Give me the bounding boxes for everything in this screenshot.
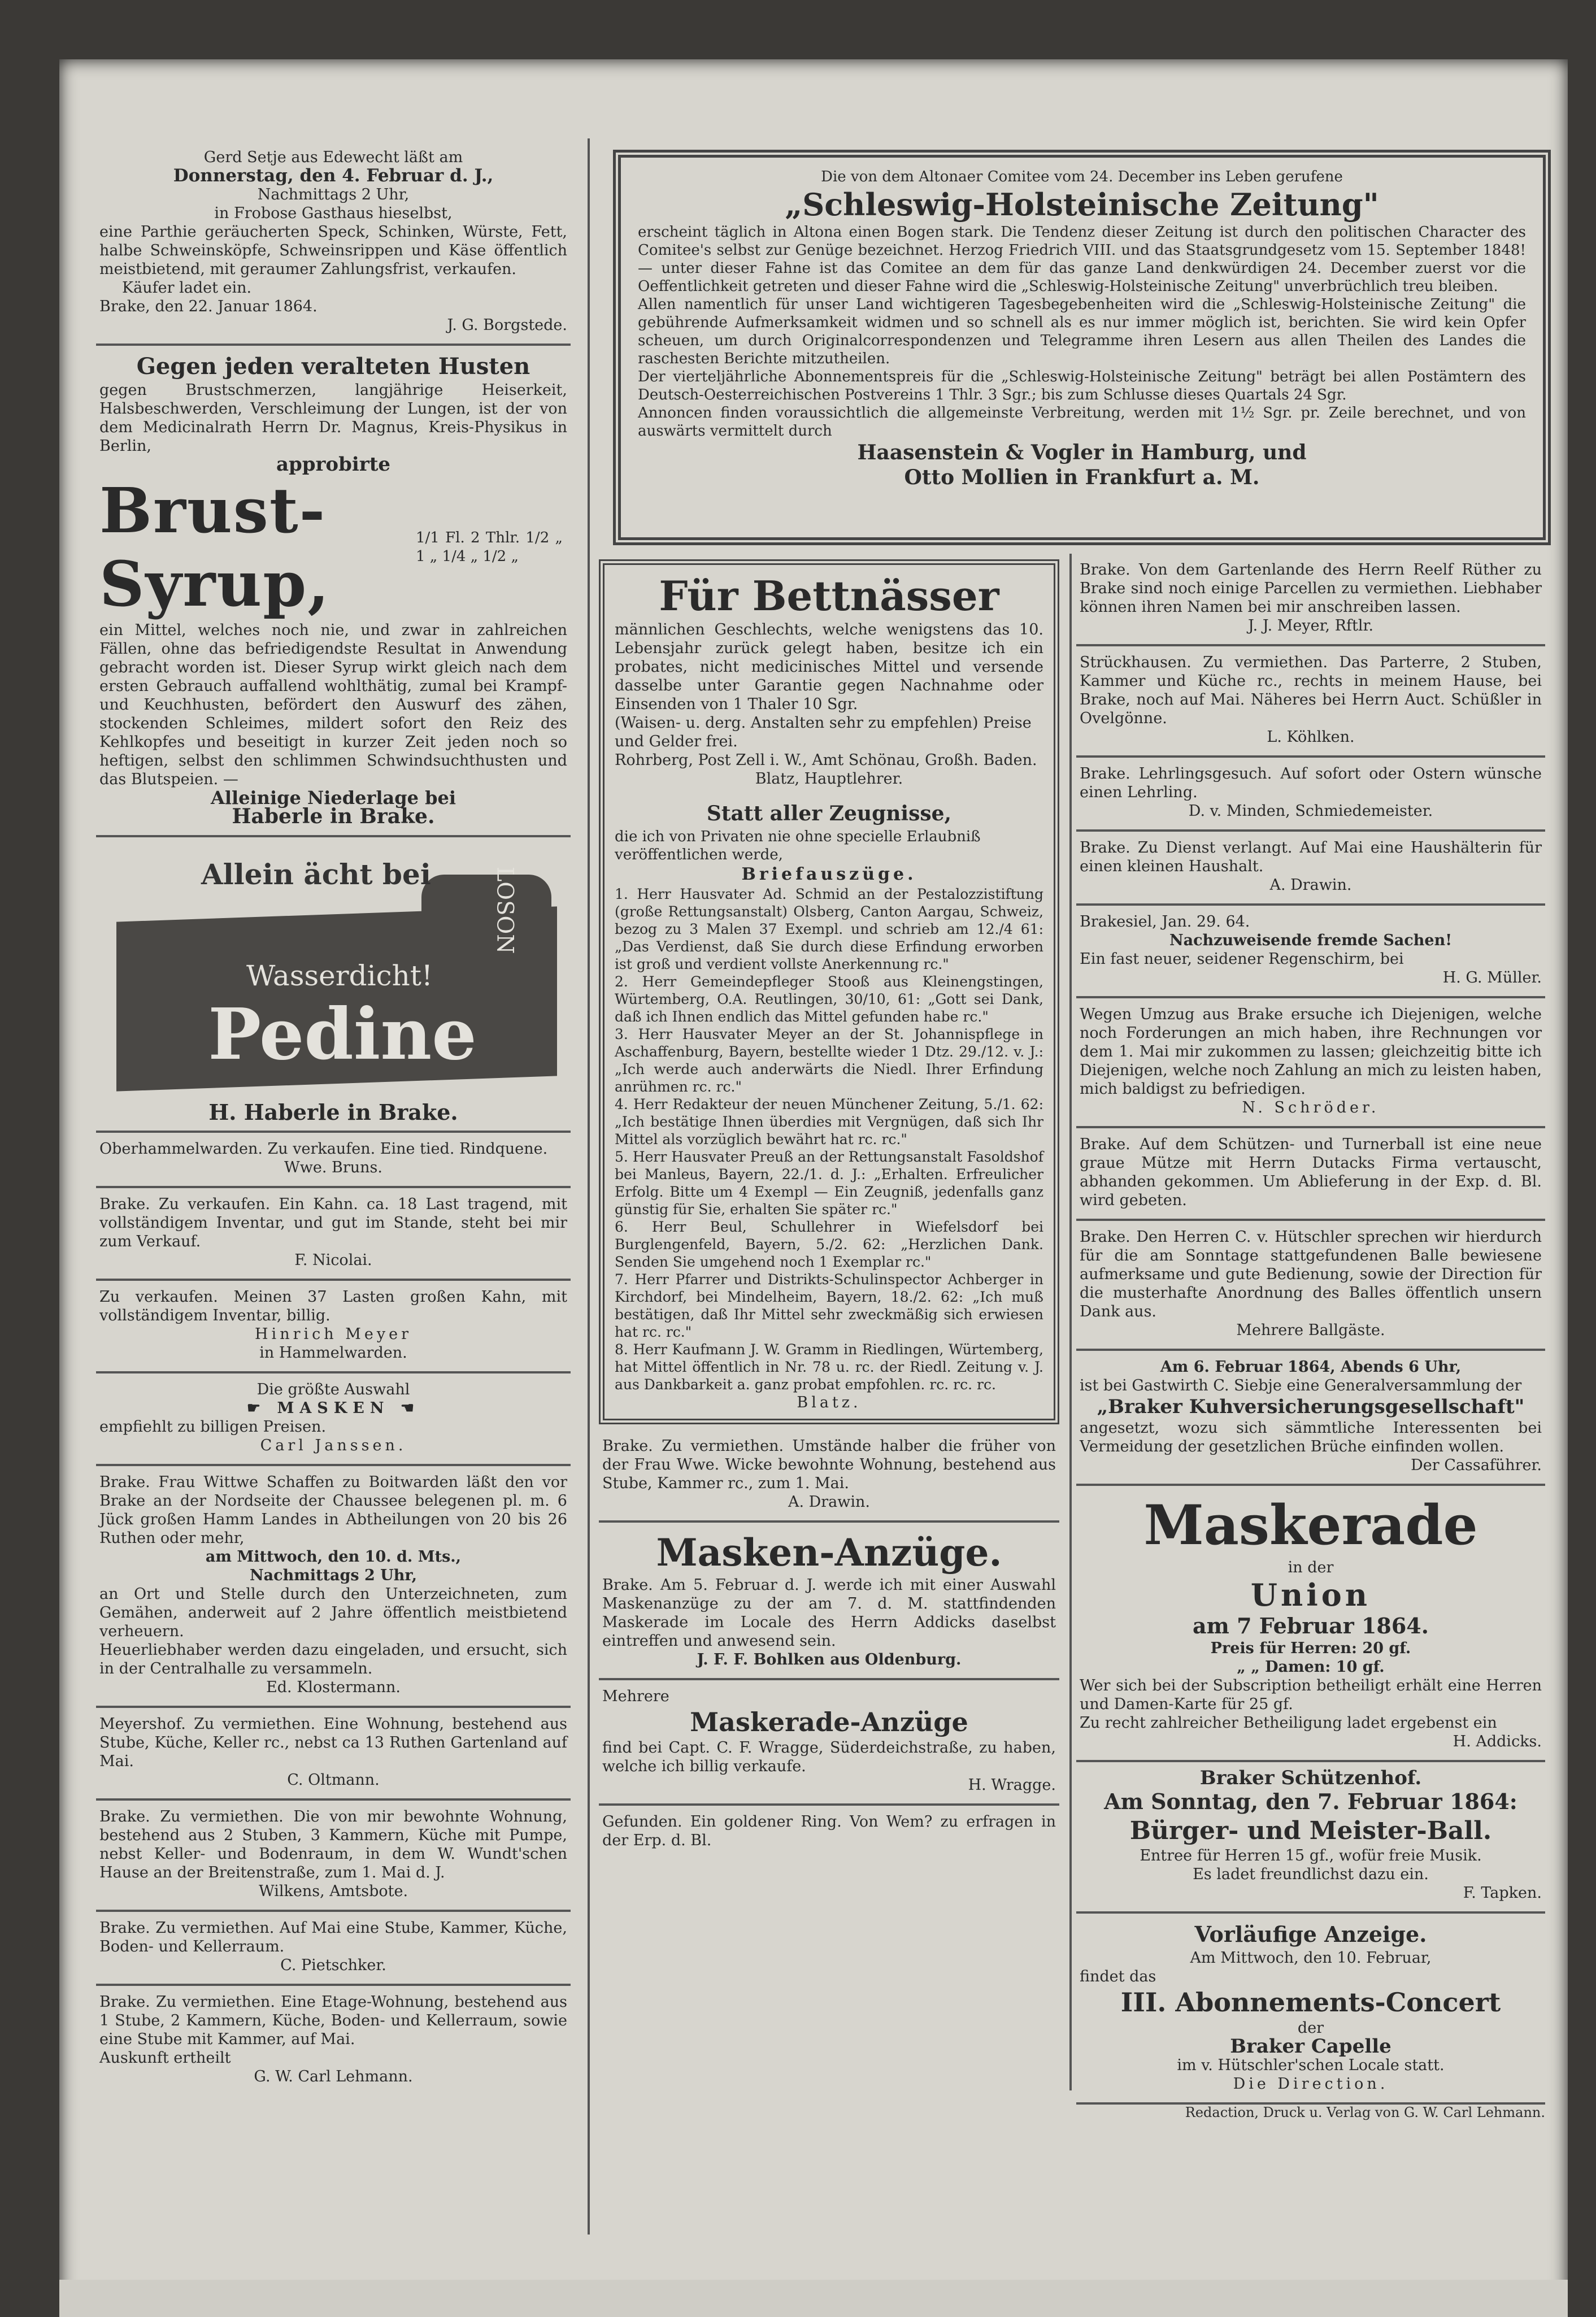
column-right [1076, 554, 1545, 2277]
masken-headline [99, 1399, 567, 1418]
ad-line: Entree für Herren 15 gf., wofür freie Musik. [1140, 1847, 1482, 1864]
boot-illustration [105, 852, 562, 1095]
banner-agent: Haasenstein & Vogler in Hamburg, und [857, 441, 1307, 464]
ad-signature: Blatz, Hauptlehrer. [755, 770, 903, 788]
syrup-row [99, 474, 567, 621]
ad-text: Brake. Am 5. Februar d. J. werde ich mit einer Auswahl Maskenanzüge zu der am 7. d. M. stattfindenden Maskerade im Locale des Herrn Addicks daselbst eintreffen und anwesend sein. [602, 1576, 1056, 1650]
column-rule [588, 138, 590, 2235]
ad-lehmann [96, 1986, 571, 2095]
banner-agent: Otto Mollien in Frankfurt a. M. [904, 466, 1260, 489]
ad-text: Wer sich bei der Subscription betheiligt erhält eine Herren und Damen-Karte für 25 gf. [1080, 1677, 1542, 1713]
ad-text: Brake. Den Herren C. v. Hütschler sprechen wir hierdurch für die am Sonntage stattgefundenen Balle bewiesene aufmerksame und gute Bedienung, sowie der Direction für die musterhafte Anordnung des Balles öffentlich unsern Dank aus. [1080, 1228, 1542, 1320]
pedine-side: LOSON [492, 866, 518, 954]
ad-maskerade-union [1076, 1486, 1545, 1762]
ad-line: Auskunft ertheilt [99, 2049, 231, 2067]
pedine-sub: Wasserdicht! [246, 959, 433, 992]
ad-line: Am Sonntag, den 7. Februar 1864: [1104, 1789, 1517, 1814]
ad-signature: F. Tapken. [1463, 1884, 1542, 1902]
ad-pietschker [96, 1912, 571, 1986]
ad-line: Am Mittwoch, den 10. Februar, [1190, 1949, 1432, 1967]
ad-text: angesetzt, wozu sich sämmtliche Interessenten bei Vermeidung der gesetzlichen Brüche einfinden wollen. [1080, 1419, 1542, 1455]
ad-meyer [96, 1281, 571, 1373]
ad-gefunden [599, 1806, 1059, 1859]
ad-line: Käufer ladet ein. [122, 279, 252, 297]
ad-headline: Statt aller Zeugnisse, [706, 802, 952, 825]
banner-text: erscheint täglich in Altona einen Bogen stark. Die Tendenz dieser Zeitung ist durch den politischen Character des Comitee's selbst zur Genüge bezeichnet. Herzog Friedrich VIII. und das Staatsgrundgesetz vom 15. September 1848! — unter dieser Fahne ist das Comitee an dem für das ganze Land denkwürdigen 24. December zuerst vor die Oeffentlichkeit getreten und dieser Fahne wird die „Schleswig-Holsteinische Zeitung" unverbrüchlich treu bleiben. [638, 224, 1526, 295]
ad-line: Gerd Setje aus Edewecht läßt am [203, 149, 463, 166]
ad-text: Brake. Zu verkaufen. Ein Kahn. ca. 18 Last tragend, mit vollständigem Inventar, und gut im Stande, steht bei mir zum Verkauf. [99, 1196, 567, 1250]
ad-text: Brake. Auf dem Schützen- und Turnerball ist eine neue graue Mütze mit Herrn Dutacks Firma vertauscht, abhanden gekommen. Um Ablieferung in der Exp. d. Bl. wird gebeten. [1080, 1136, 1542, 1209]
ad-headline: III. Abonnements-Concert [1120, 1987, 1501, 2018]
ad-signature: in Hammelwarden. [259, 1344, 407, 1362]
ad-headline: Bürger- und Meister-Ball. [1129, 1816, 1492, 1845]
banner-title: „Schleswig-Holsteinische Zeitung" [785, 186, 1379, 223]
ad-text: Rohrberg, Post Zell i. W., Amt Schönau, Großh. Baden. [615, 751, 1037, 769]
ad-kuhversicherung [1076, 1351, 1545, 1486]
price-list: 1/1 Fl. 2 Thlr. 1/2 „ 1 „ 1/4 „ 1/2 „ [416, 529, 563, 565]
ad-signature: Ed. Klostermann. [266, 1679, 401, 1696]
ad-line: am 7 Februar 1864. [1193, 1613, 1429, 1638]
masken-word: MASKEN [277, 1399, 390, 1417]
ad-text: Gefunden. Ein goldener Ring. Von Wem? zu erfragen in der Erp. d. Bl. [602, 1813, 1056, 1849]
ad-signature: H. Addicks. [1453, 1733, 1542, 1750]
ad-text: Wegen Umzug aus Brake ersuche ich Diejenigen, welche noch Forderungen an mich haben, ihre Rechnungen vor dem 1. Mai mir zukommen zu lassen; gleichzeitig bitte ich Diejenigen, welche noch Zahlung an mich zu leisten haben, mich baldigst zu befriedigen. [1080, 1006, 1542, 1098]
banner-text: Annoncen finden voraussichtlich die allgemeinste Verbreitung, werden mit 1½ Sgr. pr. Zeile berechnet, und von auswärts vermittelt durch [638, 405, 1526, 440]
ad-date: Brake, den 22. Januar 1864. [99, 298, 318, 315]
ad-line: Preis für Herren: 20 gf. [1210, 1640, 1411, 1657]
ad-line: Alleinige Niederlage bei [211, 787, 456, 808]
column-left [96, 141, 571, 2277]
ad-wilkens [96, 1801, 571, 1912]
ad-line: approbirte [276, 453, 391, 476]
ad-signature: Die Direction. [1233, 2075, 1389, 2093]
ad-bettnaesser [599, 559, 1059, 1424]
ad-line: im v. Hütschler'schen Locale statt. [1177, 2057, 1445, 2074]
ad-masken [96, 1373, 571, 1466]
ad-text: ein Mittel, welches noch nie, und zwar in zahlreichen Fällen, ohne das befriedigendste Resultat in Anwendung gebracht worden ist. Dieser Syrup wirkt gleich nach dem ersten Gebrauch auffallend wohlthätig, zumal bei Krampf- und Keuchhusten, befördert den Auswurf des zähen, stockenden Schleimes, mildert sofort den Reiz des Kehlkopfes und beseitigt in kurzer Zeit jeden noch so heftigen, selbst den schlimmen Schwindsuchthusten und das Blutspeien. — [99, 621, 567, 788]
ad-signature: Wilkens, Amtsbote. [258, 1883, 408, 1900]
ad-text: Zu recht zahlreicher Betheiligung ladet ergebenst ein [1080, 1714, 1497, 1732]
ad-signature: N. Schröder. [1242, 1099, 1380, 1116]
ad-text: Brake. Zu vermiethen. Auf Mai eine Stube, Kammer, Küche, Boden- und Kellerraum. [99, 1919, 567, 1955]
ad-line: in der [1288, 1559, 1334, 1576]
ad-date: Brakesiel, Jan. 29. 64. [1080, 913, 1250, 931]
testimonial: 5. Herr Hausvater Preuß an der Rettungsanstalt Fasoldshof bei Manleus, Bayern, 22./1. d. J.: „Erhalten. Erfreulicher Erfolg. Bitte um 4 Exempl — Ein Zeugniß, jedenfalls ganz günstig für Sie, erhalten Sie später rc." [615, 1149, 1043, 1218]
ad-schuetzenhof [1076, 1762, 1545, 1914]
ad-signature: A. Drawin. [1269, 876, 1352, 894]
ad-line: am Mittwoch, den 10. d. Mts., [205, 1548, 462, 1566]
ad-signature: C. Pietschker. [280, 1957, 386, 1974]
ad-text: ist bei Gastwirth C. Siebje eine Generalversammlung der [1080, 1377, 1522, 1394]
ad-drawin-wohnung [599, 1430, 1059, 1523]
ad-text: Zu verkaufen. Meinen 37 Lasten großen Kahn, mit vollständigem Inventar, billig. [99, 1288, 567, 1324]
banner-text: Der vierteljährliche Abonnementspreis für die „Schleswig-Holsteinische Zeitung" beträgt bei allen Postämtern des Deutsch-Oesterreichischen Postvereins 1 Thlr. 3 Sgr.; bis zum Schlusse dieses Quartals 24 Sgr. [638, 368, 1526, 403]
ad-headline: Vorläufige Anzeige. [1194, 1922, 1427, 1947]
product-name: Brust-Syrup, [99, 474, 330, 620]
ad-signature: J. J. Meyer, Rftlr. [1247, 617, 1374, 634]
ad-line: Nachmittags 2 Uhr, [249, 1567, 417, 1584]
ad-text: Brake. Zu Dienst verlangt. Auf Mai eine Haushälterin für einen kleinen Haushalt. [1080, 839, 1542, 875]
ad-headline: Braker Schützenhof. [1199, 1767, 1422, 1789]
banner-line: Die von dem Altonaer Comitee vom 24. December ins Leben gerufene [821, 168, 1343, 185]
ad-text: Ein fast neuer, seidener Regenschirm, bei [1080, 950, 1404, 968]
ad-text: an Ort und Stelle durch den Unterzeichneten, zum Gemähen, anderweit auf 2 Jahre öffentlich meistbietend verheuern. [99, 1585, 567, 1640]
ad-lehrling [1076, 758, 1545, 832]
ad-line: Nachmittags 2 Uhr, [257, 186, 410, 203]
ad-signature: H. Wragge. [968, 1776, 1056, 1794]
ad-oltmann [96, 1708, 571, 1801]
ad-text: männlichen Geschlechts, welche wenigstens das 10. Lebensjahr zurück gelegt haben, besitze ich ein probates, nicht medicinisches Mittel und versende dasselbe unter Garantie gegen Nachnahme oder Einsenden von 1 Thaler 10 Sgr. [615, 621, 1043, 713]
testimonial: 3. Herr Hausvater Meyer an der St. Johannispflege in Aschaffenburg, Bayern, bestellte wieder 1 Dtz. 29./12. v. J.: „Ich werde auch anderwärts die Niedl. Ihrer Erfindung anrühmen rc. rc." [615, 1026, 1043, 1095]
page-edge [59, 2280, 1568, 2317]
ad-schaffen [96, 1466, 571, 1708]
ad-bruns [96, 1133, 571, 1188]
ad-subhead: Briefauszüge. [741, 864, 917, 884]
ad-dealer: Haberle in Brake. [232, 805, 435, 828]
hand-left-icon: ☛ [246, 1399, 277, 1417]
ad-pedine [96, 837, 571, 1133]
ad-headline: Maskerade [1143, 1493, 1478, 1557]
ad-signature: Blatz. [797, 1394, 862, 1411]
banner-text: Allen namentlich für unser Land wichtigeren Tagesbegebenheiten wird die „Schleswig-Holsteinische Zeitung" die gebührende Aufmerksamkeit widmen und so schnell als es nur immer möglich ist, berichten. Sie wird kein Opfer scheuen, um durch Originalcorrespondenzen und Telegramme ihren Lesern aus allen Theilen des Landes die raschesten Berichte mitzutheilen. [638, 296, 1526, 367]
ad-text: Brake. Frau Wittwe Schaffen zu Boitwarden läßt den vor Brake an der Nordseite der Chaussee belegenen pl. m. 6 Jück großen Hamm Landes in Abtheilungen von 20 bis 26 Ruthen oder mehr, [99, 1473, 567, 1547]
ad-strueckhausen [1076, 646, 1545, 758]
ad-brust-syrup [96, 346, 571, 837]
ad-signature: G. W. Carl Lehmann. [254, 2068, 413, 2085]
ad-auction-setje [96, 141, 571, 346]
ad-line: Es ladet freundlichst dazu ein. [1193, 1866, 1429, 1883]
ad-text: Brake. Zu vermiethen. Eine Etage-Wohnung, bestehend aus 1 Stube, 2 Kammern, Küche, Boden- und Kellerraum, sowie eine Stube mit Kammer, auf Mai. [99, 1993, 567, 2048]
ad-signature: C. Oltmann. [287, 1771, 380, 1789]
ad-text: gegen Brustschmerzen, langjährige Heiserkeit, Halsbeschwerden, Verschleimung der Lungen, ist der von dem Medicinalrath Herrn Dr. Magnus, Kreis-Physikus in Berlin, [99, 381, 567, 455]
ad-signature: Wwe. Bruns. [284, 1159, 382, 1176]
ad-line: findet das [1080, 1968, 1156, 1985]
ad-line: in Frobose Gasthaus hieselbst, [214, 205, 453, 222]
ad-headline: Maskerade-Anzüge [690, 1707, 968, 1737]
ad-headline: „Braker Kuhversicherungsgesellschaft" [1097, 1396, 1525, 1418]
ad-line: empfiehlt zu billigen Preisen. [99, 1418, 327, 1436]
ad-dealer: H. Haberle in Brake. [208, 1099, 458, 1125]
ad-line: der [1297, 2019, 1324, 2037]
testimonial: 4. Herr Redakteur der neuen Münchener Zeitung, 5./1. 62: „Ich bestätige Ihnen überdies mit Vergnügen, daß sich Ihr Mittel als vorzüglich bewährt hat rc. rc." [615, 1096, 1043, 1147]
ad-schleswig-holsteinische-zeitung [613, 150, 1551, 545]
ad-line: Donnerstag, den 4. Februar d. J., [173, 166, 494, 186]
ad-text: Meyershof. Zu vermiethen. Eine Wohnung, bestehend aus Stube, Küche, Keller rc., nebst ca 13 Ruthen Gartenland auf Mai. [99, 1715, 567, 1770]
ad-concert [1076, 1914, 1545, 2105]
ad-text: find bei Capt. C. F. Wragge, Süderdeichstraße, zu haben, welche ich billig verkaufe. [602, 1739, 1056, 1775]
ad-text: Brake. Zu vermiethen. Die von mir bewohnte Wohnung, bestehend aus 2 Stuben, 3 Kammern, Küche mit Pumpe, nebst Keller- und Bodenraum, in dem W. Wundt'schen Hause an der Breitenstraße, zum 1. Mai d. J. [99, 1808, 567, 1881]
ad-signature: A. Drawin. [788, 1493, 871, 1511]
ad-line: Braker Capelle [1230, 2035, 1391, 2058]
ad-text: Brake. Zu vermiethen. Umstände halber die früher von der Frau Wwe. Wicke bewohnte Wohnung, bestehend aus Stube, Kammer rc., zum 1. Mai. [602, 1437, 1056, 1492]
testimonial: 6. Herr Beul, Schullehrer in Wiefelsdorf bei Burglengenfeld, Bayern, 5./2. 62: „Herzlichen Dank. Senden Sie umgehend noch 1 Exemplar rc." [615, 1219, 1043, 1270]
ad-headline: Nachzuweisende fremde Sachen! [1169, 932, 1453, 949]
ad-text: Brake. Lehrlingsgesuch. Auf sofort oder Ostern wünsche einen Lehrling. [1080, 765, 1542, 801]
ad-text: Brake. Von dem Gartenlande des Herrn Reelf Rüther zu Brake sind noch einige Parcellen zu vermiethen. Liebhaber können ihren Namen bei mir anschreiben lassen. [1080, 561, 1542, 616]
ad-headline: Für Bettnässer [659, 572, 999, 620]
ad-signature: D. v. Minden, Schmiedemeister. [1188, 802, 1433, 820]
column-middle [599, 554, 1059, 2277]
testimonial: 8. Herr Kaufmann J. W. Gramm in Riedlingen, Würtemberg, hat Mittel öffentlich in Nr. 78 u. rc. der Riedl. Zeitung v. J. aus Dankbarkeit a. ganz probat empfohlen. rc. rc. rc. [615, 1341, 1043, 1393]
ad-signature: Mehrere Ballgäste. [1236, 1321, 1385, 1339]
ad-signature: J. G. Borgstede. [447, 316, 567, 334]
ad-umzug [1076, 998, 1545, 1128]
column-rule [1069, 554, 1072, 2090]
ad-text: Heuerliebhaber werden dazu eingeladen, und ersucht, sich in der Centralhalle zu versammeln. [99, 1641, 567, 1677]
ad-text: Oberhammelwarden. Zu verkaufen. Eine tied. Rindquene. [99, 1140, 548, 1158]
testimonial: 2. Herr Gemeindepfleger Stooß aus Kleinengstingen, Würtemberg, O.A. Reutlingen, 30/10, 61: „Gott sei Dank, daß ich Ihnen endlich das Mittel gefunden habe rc." [615, 973, 1043, 1025]
testimonial: 7. Herr Pfarrer und Distrikts-Schulinspector Achberger in Kirchdorf, bei Mindelheim, Bayern, 18./2. 62: „Ich muß bestätigen, daß Ihr Mittel sehr zweckmäßig sich erwiesen hat rc. rc." [615, 1271, 1043, 1340]
ad-signature: H. G. Müller. [1442, 969, 1542, 986]
ad-line: Am 6. Februar 1864, Abends 6 Uhr, [1160, 1358, 1462, 1376]
ad-gartenland [1076, 554, 1545, 646]
ad-nicolai [96, 1188, 571, 1281]
ad-signature: F. Nicolai. [294, 1251, 372, 1269]
ad-masken-anzuege [599, 1523, 1059, 1680]
pedine-brand: Pedine [208, 993, 477, 1076]
ad-signature: J. F. F. Bohlken aus Oldenburg. [697, 1651, 962, 1668]
ad-muetze [1076, 1128, 1545, 1221]
ad-signature: Der Cassaführer. [1411, 1457, 1542, 1474]
ad-headline: Masken-Anzüge. [656, 1531, 1002, 1575]
ad-line: „ „ Damen: 10 gf. [1237, 1658, 1385, 1676]
ad-signature: Hinrich Meyer [255, 1325, 412, 1343]
ad-text: (Waisen- u. derg. Anstalten sehr zu empfehlen) Preise und Gelder frei. [615, 714, 1032, 750]
ad-text: Strückhausen. Zu vermiethen. Das Parterre, 2 Stuben, Kammer und Küche rc., rechts in meinem Hause, bei Brake, noch auf Mai. Näheres bei Herrn Auct. Schüßler in Ovelgönne. [1080, 654, 1542, 727]
imprint: Redaction, Druck u. Verlag von G. W. Carl Lehmann. [1185, 2105, 1545, 2120]
pedine-top: Allein ächt bei [201, 858, 431, 891]
ad-fremde-sachen [1076, 906, 1545, 998]
ad-dienst [1076, 832, 1545, 906]
ad-line: Mehrere [602, 1688, 669, 1705]
ad-dank [1076, 1221, 1545, 1351]
hand-right-icon: ☚ [389, 1399, 420, 1417]
ad-line: Die größte Auswahl [256, 1381, 410, 1398]
ad-text: eine Parthie geräucherten Speck, Schinken, Würste, Fett, halbe Schweinsköpfe, Schweinsrippen und Käse öffentlich meistbietend, mit geraumer Zahlungsfrist, verkaufen. [99, 223, 567, 278]
ad-headline: Gegen jeden veralteten Husten [136, 353, 530, 380]
ad-maskerade-anzuege [599, 1680, 1059, 1806]
ad-signature: Carl Janssen. [260, 1437, 407, 1454]
spacer [615, 788, 1043, 799]
ad-signature: L. Köhlken. [1267, 728, 1355, 746]
testimonial: 1. Herr Hausvater Ad. Schmid an der Pestalozzistiftung (große Rettungsanstalt) Olsberg, Canton Aargau, Schweiz, bezog zu 3 Malen 37 Exempl. und schrieb am 12./4 61: „Das Verdienst, daß Sie durch diese Erfindung erworben ist groß und verdient vollste Anerkennung rc." [615, 886, 1043, 972]
ad-headline: Union [1250, 1577, 1371, 1613]
ad-text: die ich von Privaten nie ohne specielle Erlaubniß veröffentlichen werde, [615, 828, 981, 863]
